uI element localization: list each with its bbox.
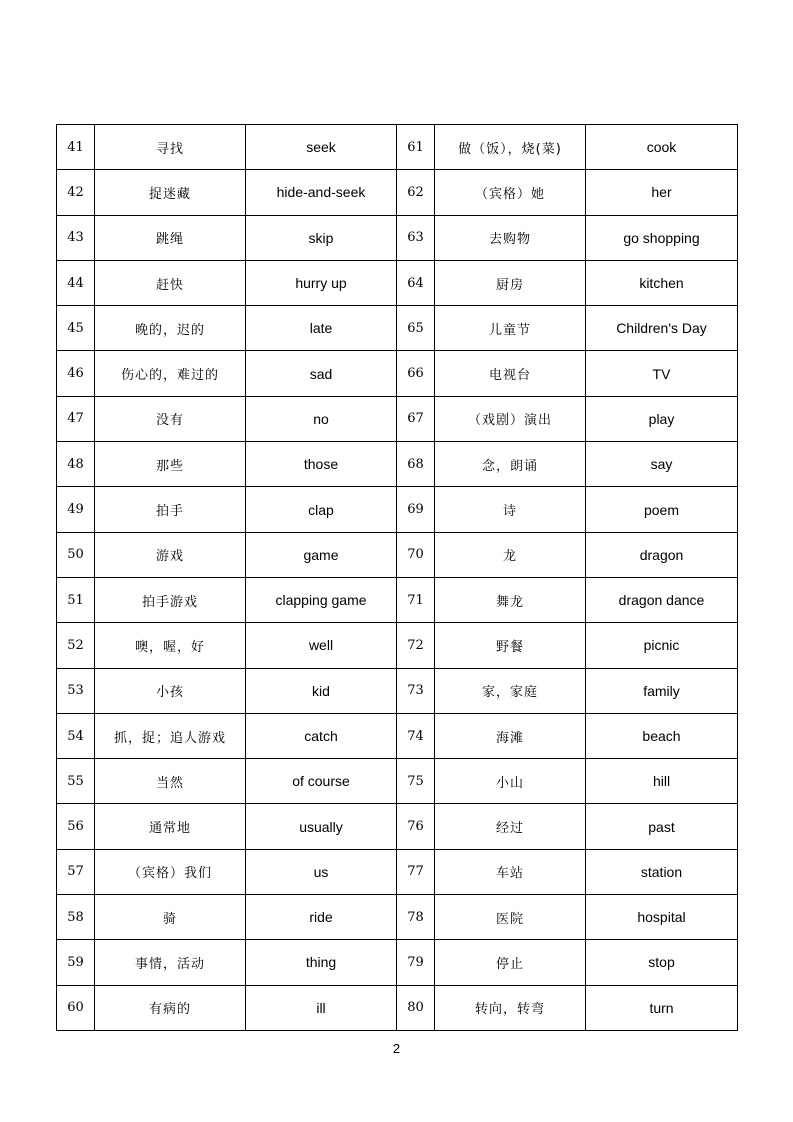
left-english-word: no — [246, 396, 397, 441]
table-row — [57, 442, 738, 487]
table-row — [57, 487, 738, 532]
left-chinese-meaning: 没有 — [95, 396, 246, 441]
left-entry-number: 59 — [57, 940, 95, 985]
left-chinese-meaning: 抓，捉；追人游戏 — [95, 713, 246, 758]
right-entry-number: 67 — [397, 396, 435, 441]
left-english-word: kid — [246, 668, 397, 713]
left-chinese-meaning: 晚的，迟的 — [95, 306, 246, 351]
right-entry-number: 66 — [397, 351, 435, 396]
right-chinese-meaning: 转向，转弯 — [435, 985, 586, 1030]
right-english-word: poem — [586, 487, 738, 532]
left-english-word: seek — [246, 125, 397, 170]
right-entry-number: 65 — [397, 306, 435, 351]
right-english-word: past — [586, 804, 738, 849]
left-english-word: hide-and-seek — [246, 170, 397, 215]
right-entry-number: 63 — [397, 215, 435, 260]
right-chinese-meaning: 儿童节 — [435, 306, 586, 351]
table-row — [57, 759, 738, 804]
left-entry-number: 57 — [57, 849, 95, 894]
page-number: 2 — [392, 1041, 401, 1056]
right-english-word: turn — [586, 985, 738, 1030]
right-chinese-meaning: 车站 — [435, 849, 586, 894]
right-english-word: beach — [586, 713, 738, 758]
right-english-word: hospital — [586, 895, 738, 940]
left-english-word: ride — [246, 895, 397, 940]
right-english-word: dragon — [586, 532, 738, 577]
left-english-word: those — [246, 442, 397, 487]
right-english-word: stop — [586, 940, 738, 985]
right-chinese-meaning: 去购物 — [435, 215, 586, 260]
right-entry-number: 77 — [397, 849, 435, 894]
table-row — [57, 260, 738, 305]
left-chinese-meaning: 骑 — [95, 895, 246, 940]
left-entry-number: 60 — [57, 985, 95, 1030]
right-chinese-meaning: （戏剧）演出 — [435, 396, 586, 441]
right-entry-number: 78 — [397, 895, 435, 940]
right-entry-number: 70 — [397, 532, 435, 577]
right-chinese-meaning: 医院 — [435, 895, 586, 940]
left-english-word: usually — [246, 804, 397, 849]
right-english-word: go shopping — [586, 215, 738, 260]
left-entry-number: 43 — [57, 215, 95, 260]
left-chinese-meaning: 跳绳 — [95, 215, 246, 260]
left-english-word: late — [246, 306, 397, 351]
right-chinese-meaning: 龙 — [435, 532, 586, 577]
left-entry-number: 46 — [57, 351, 95, 396]
left-english-word: catch — [246, 713, 397, 758]
left-entry-number: 45 — [57, 306, 95, 351]
right-chinese-meaning: 经过 — [435, 804, 586, 849]
left-entry-number: 42 — [57, 170, 95, 215]
vocabulary-table — [56, 124, 738, 1031]
left-chinese-meaning: 噢，喔，好 — [95, 623, 246, 668]
table-row — [57, 804, 738, 849]
left-english-word: game — [246, 532, 397, 577]
left-entry-number: 51 — [57, 577, 95, 622]
left-chinese-meaning: 那些 — [95, 442, 246, 487]
left-entry-number: 52 — [57, 623, 95, 668]
right-english-word: dragon dance — [586, 577, 738, 622]
right-entry-number: 64 — [397, 260, 435, 305]
right-entry-number: 79 — [397, 940, 435, 985]
left-chinese-meaning: 有病的 — [95, 985, 246, 1030]
left-chinese-meaning: 游戏 — [95, 532, 246, 577]
left-english-word: us — [246, 849, 397, 894]
table-row — [57, 351, 738, 396]
right-english-word: cook — [586, 125, 738, 170]
table-row — [57, 985, 738, 1030]
right-chinese-meaning: 做（饭），烧(菜) — [435, 125, 586, 170]
left-chinese-meaning: 拍手游戏 — [95, 577, 246, 622]
table-row — [57, 125, 738, 170]
left-entry-number: 44 — [57, 260, 95, 305]
table-row — [57, 306, 738, 351]
right-entry-number: 61 — [397, 125, 435, 170]
left-chinese-meaning: 拍手 — [95, 487, 246, 532]
right-chinese-meaning: 诗 — [435, 487, 586, 532]
right-chinese-meaning: 小山 — [435, 759, 586, 804]
table-row — [57, 623, 738, 668]
right-english-word: Children's Day — [586, 306, 738, 351]
left-entry-number: 55 — [57, 759, 95, 804]
right-entry-number: 69 — [397, 487, 435, 532]
left-entry-number: 54 — [57, 713, 95, 758]
table-row — [57, 895, 738, 940]
left-chinese-meaning: 寻找 — [95, 125, 246, 170]
table-row — [57, 668, 738, 713]
left-english-word: clap — [246, 487, 397, 532]
right-chinese-meaning: 停止 — [435, 940, 586, 985]
right-english-word: picnic — [586, 623, 738, 668]
left-entry-number: 56 — [57, 804, 95, 849]
right-entry-number: 72 — [397, 623, 435, 668]
right-chinese-meaning: 家，家庭 — [435, 668, 586, 713]
vocabulary-table-body — [57, 125, 738, 1031]
right-entry-number: 68 — [397, 442, 435, 487]
left-english-word: thing — [246, 940, 397, 985]
left-entry-number: 58 — [57, 895, 95, 940]
right-english-word: station — [586, 849, 738, 894]
table-row — [57, 532, 738, 577]
left-entry-number: 48 — [57, 442, 95, 487]
left-chinese-meaning: 小孩 — [95, 668, 246, 713]
right-entry-number: 62 — [397, 170, 435, 215]
left-chinese-meaning: 事情，活动 — [95, 940, 246, 985]
left-chinese-meaning: （宾格）我们 — [95, 849, 246, 894]
right-entry-number: 73 — [397, 668, 435, 713]
right-chinese-meaning: 电视台 — [435, 351, 586, 396]
table-row — [57, 849, 738, 894]
right-entry-number: 74 — [397, 713, 435, 758]
right-chinese-meaning: 厨房 — [435, 260, 586, 305]
right-english-word: play — [586, 396, 738, 441]
left-chinese-meaning: 伤心的，难过的 — [95, 351, 246, 396]
left-english-word: of course — [246, 759, 397, 804]
table-row — [57, 215, 738, 260]
right-english-word: say — [586, 442, 738, 487]
table-row — [57, 713, 738, 758]
right-english-word: family — [586, 668, 738, 713]
table-row — [57, 940, 738, 985]
left-english-word: clapping game — [246, 577, 397, 622]
left-entry-number: 53 — [57, 668, 95, 713]
right-english-word: TV — [586, 351, 738, 396]
left-chinese-meaning: 通常地 — [95, 804, 246, 849]
right-english-word: hill — [586, 759, 738, 804]
right-entry-number: 71 — [397, 577, 435, 622]
table-row — [57, 396, 738, 441]
left-english-word: skip — [246, 215, 397, 260]
right-chinese-meaning: 念，朗诵 — [435, 442, 586, 487]
left-english-word: sad — [246, 351, 397, 396]
left-english-word: well — [246, 623, 397, 668]
left-entry-number: 49 — [57, 487, 95, 532]
right-entry-number: 76 — [397, 804, 435, 849]
left-chinese-meaning: 赶快 — [95, 260, 246, 305]
table-row — [57, 577, 738, 622]
left-chinese-meaning: 当然 — [95, 759, 246, 804]
left-entry-number: 41 — [57, 125, 95, 170]
right-chinese-meaning: 舞龙 — [435, 577, 586, 622]
left-english-word: ill — [246, 985, 397, 1030]
right-english-word: her — [586, 170, 738, 215]
right-chinese-meaning: （宾格）她 — [435, 170, 586, 215]
left-entry-number: 50 — [57, 532, 95, 577]
table-row — [57, 170, 738, 215]
right-entry-number: 75 — [397, 759, 435, 804]
left-chinese-meaning: 捉迷藏 — [95, 170, 246, 215]
right-chinese-meaning: 野餐 — [435, 623, 586, 668]
right-entry-number: 80 — [397, 985, 435, 1030]
left-english-word: hurry up — [246, 260, 397, 305]
left-entry-number: 47 — [57, 396, 95, 441]
right-chinese-meaning: 海滩 — [435, 713, 586, 758]
right-english-word: kitchen — [586, 260, 738, 305]
